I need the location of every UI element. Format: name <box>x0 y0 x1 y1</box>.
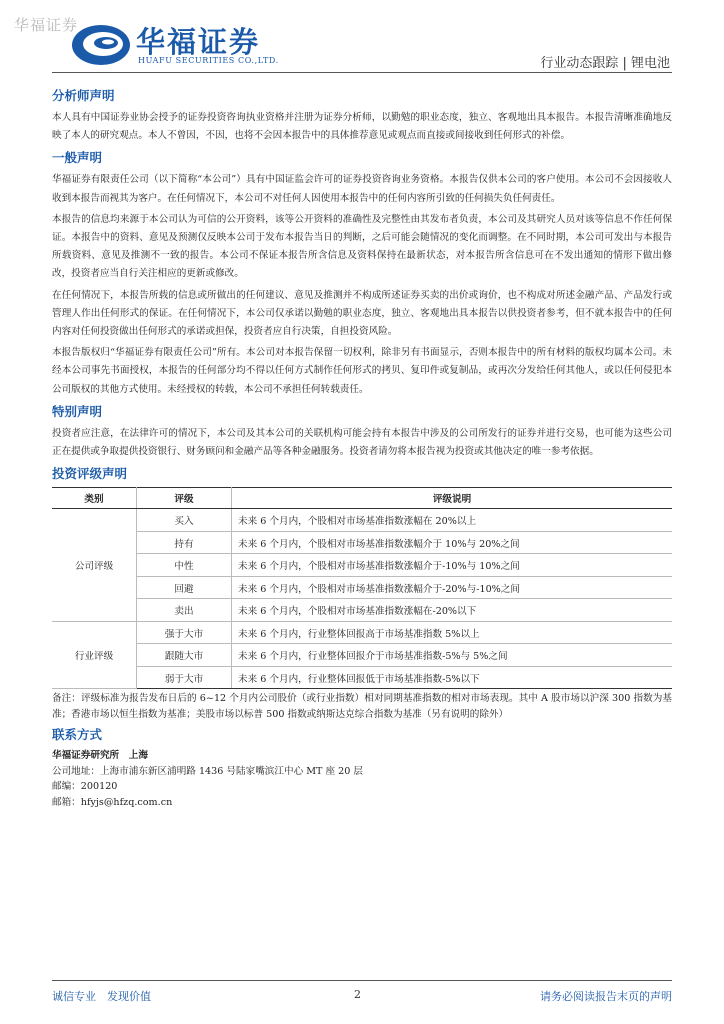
rating-header-description: 评级说明 <box>232 488 673 509</box>
company-logo <box>70 22 279 72</box>
general-statement-p4: 本报告版权归“华福证券有限责任公司”所有。本公司对本报告保留一切权利，除非另有书面显示，否则本报告中的所有材料的版权均属本公司。未经本公司事先书面授权，本报告的任何部分均不得以任何方式制作任何形式的拷贝、复印件或复制品，或再次分发给任何其他人，或以任何侵犯本公司版权的其他方式使用。未经授权的转载，本公司不承担任何转载责任。 <box>52 347 672 395</box>
watermark: 华福证券 <box>14 16 79 34</box>
rating-level: 中性 <box>137 554 232 577</box>
rating-note: 备注：评级标准为报告发布日后的 6~12 个月内公司股价（或行业指数）相对同期基准指数的相对市场表现。其中 A 股市场以沪深 300 指数为基准；香港市场以恒生指数为基准；美股市场以标普 500 指数或纳斯达克综合指数为基准（另有说明的除外） <box>52 693 672 720</box>
contact-address: 公司地址：上海市浦东新区浦明路 1436 号陆家嘴滨江中心 MT 座 20 层 <box>52 765 363 777</box>
page-number: 2 <box>354 988 361 1001</box>
table-row <box>52 621 672 644</box>
rating-level: 回避 <box>137 576 232 599</box>
footer-divider <box>52 980 672 981</box>
table-row <box>52 599 672 622</box>
rating-level: 弱于大市 <box>137 666 232 689</box>
rating-table <box>52 487 672 689</box>
rating-header-level: 评级 <box>137 488 232 509</box>
rating-description: 未来 6 个月内，行业整体回报高于市场基准指数 5%以上 <box>232 621 673 644</box>
rating-level: 强于大市 <box>137 621 232 644</box>
stock-rating-category: 公司评级 <box>52 509 137 622</box>
rating-level: 持有 <box>137 531 232 554</box>
table-row <box>52 666 672 689</box>
rating-level: 买入 <box>137 509 232 532</box>
table-row <box>52 576 672 599</box>
industry-rating-category: 行业评级 <box>52 621 137 689</box>
contact-email: 邮箱：hfyjs@hfzq.com.cn <box>52 797 173 809</box>
general-statement-p2: 本报告的信息均来源于本公司认为可信的公开资料，该等公开资料的准确性及完整性由其发布者负责，本公司及其研究人员对该等信息不作任何保证。本报告中的资料、意见及预测仅反映本公司于发布本报告当日的判断，之后可能会随情况的变化而调整。在不同时期，本公司可发出与本报告所载资料、意见及推测不一致的报告。本公司不保证本报告所含信息及资料保持在最新状态，对本报告所含信息可在不发出通知的情形下做出修改，投资者应当自行关注相应的更新或修改。 <box>52 213 672 280</box>
rating-level: 卖出 <box>137 599 232 622</box>
rating-level: 跟随大市 <box>137 644 232 667</box>
rating-description: 未来 6 个月内，行业整体回报低于市场基准指数-5%以下 <box>232 666 673 689</box>
header-divider <box>52 72 672 73</box>
table-row <box>52 554 672 577</box>
rating-description: 未来 6 个月内，个股相对市场基准指数涨幅介于 10%与 20%之间 <box>232 531 673 554</box>
analyst-statement-title: 分析师声明 <box>52 88 115 103</box>
logo-chinese-name: 华福证券 <box>136 25 261 59</box>
rating-description: 未来 6 个月内，个股相对市场基准指数涨幅在-20%以下 <box>232 599 673 622</box>
table-row <box>52 644 672 667</box>
footer-slogan: 诚信专业 发现价值 <box>52 990 151 1003</box>
special-statement-title: 特别声明 <box>52 403 103 419</box>
rating-description: 未来 6 个月内，行业整体回报介于市场基准指数-5%与 5%之间 <box>232 644 673 667</box>
contact-institute: 华福证券研究所 上海 <box>52 750 148 762</box>
general-statement-p1: 华福证券有限责任公司（以下简称“本公司”）具有中国证监会许可的证券投资咨询业务资格。本报告仅供本公司的客户使用。本公司不会因接收人收到本报告而视其为客户。在任何情况下，本公司不对任何人因使用本报告中的任何内容所引致的任何损失负任何责任。 <box>52 174 672 204</box>
table-row <box>52 531 672 554</box>
rating-description: 未来 6 个月内，个股相对市场基准指数涨幅介于-20%与-10%之间 <box>232 576 673 599</box>
rating-statement-title: 投资评级声明 <box>52 466 128 482</box>
special-statement-text: 投资者应注意，在法律许可的情况下，本公司及其本公司的关联机构可能会持有本报告中涉及的公司所发行的证券并进行交易，也可能为这些公司正在提供或争取提供投资银行、财务顾问和金融产品等各种金融服务。投资者请勿将本报告视为投资或其他决定的唯一参考依据。 <box>52 427 672 458</box>
report-category: 行业动态跟踪 | 锂电池 <box>540 56 670 71</box>
general-statement-title: 一般声明 <box>52 150 103 166</box>
logo-swirl-icon <box>70 22 132 68</box>
rating-description: 未来 6 个月内，个股相对市场基准指数涨幅在 20%以上 <box>232 509 673 532</box>
general-statement-p3: 在任何情况下，本报告所载的信息或所做出的任何建议、意见及推测并不构成所述证券买卖的出价或询价，也不构成对所述金融产品、产品发行或管理人作出任何形式的保证。在任何情况下，本公司仅承诺以勤勉的职业态度，独立、客观地出具本报告以供投资者参考，但不就本报告中的任何内容对任何投资做出任何形式的承诺或担保，投资者应自行决策，自担投资风险。 <box>52 289 672 338</box>
footer-notice: 请务必阅读报告末页的声明 <box>540 990 672 1003</box>
disclaimer-content <box>52 86 672 811</box>
contact-title: 联系方式 <box>52 727 103 743</box>
contact-postcode: 邮编：200120 <box>52 781 118 793</box>
rating-header-category: 类别 <box>52 488 137 509</box>
analyst-statement-text: 本人具有中国证券业协会授予的证券投资咨询执业资格并注册为证券分析师，以勤勉的职业态度，独立、客观地出具本报告。本报告清晰准确地反映了本人的研究观点。本人不曾因，不因，也将不会因本报告中的具体推荐意见或观点而直接或间接收到任何形式的补偿。 <box>52 112 672 142</box>
logo-english-name: HUAFU SECURITIES CO.,LTD. <box>138 56 279 65</box>
rating-description: 未来 6 个月内，个股相对市场基准指数涨幅介于-10%与 10%之间 <box>232 554 673 577</box>
contact-info <box>52 748 672 810</box>
table-row <box>52 509 672 532</box>
